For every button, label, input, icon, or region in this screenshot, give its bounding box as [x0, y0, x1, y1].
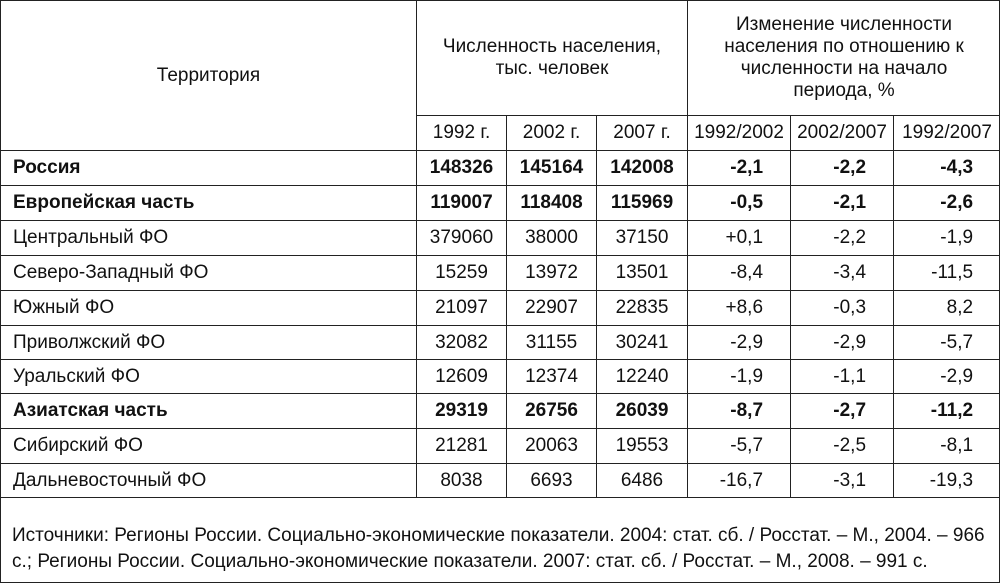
change-2002-2007-cell: -0,3: [791, 291, 894, 326]
change-1992-2007-cell: -19,3: [894, 464, 1000, 498]
change-2002-2007-cell: -3,1: [791, 464, 894, 498]
population-2002-cell: 145164: [507, 151, 597, 186]
change-1992-2002-cell: -2,9: [688, 326, 791, 360]
population-2007-cell: 30241: [597, 326, 688, 360]
change-1992-2007-cell: 8,2: [894, 291, 1000, 326]
change-1992-2002-cell: +0,1: [688, 221, 791, 256]
population-1992-cell: 32082: [417, 326, 507, 360]
table-body: [1, 151, 1000, 498]
population-header: Численность населения, тыс. человек: [417, 1, 688, 116]
territory-cell: Азиатская часть: [1, 394, 417, 429]
population-1992-cell: 8038: [417, 464, 507, 498]
population-2002-cell: 118408: [507, 186, 597, 221]
change-1992-2007-cell: -4,3: [894, 151, 1000, 186]
change-1992-2002-cell: -1,9: [688, 360, 791, 394]
population-1992-cell: 12609: [417, 360, 507, 394]
population-2002-cell: 6693: [507, 464, 597, 498]
territory-cell: Приволжский ФО: [1, 326, 417, 360]
change-2002-2007-cell: -2,9: [791, 326, 894, 360]
population-1992-cell: 119007: [417, 186, 507, 221]
population-2007-cell: 142008: [597, 151, 688, 186]
table-row: [1, 326, 1000, 360]
year-header: 2007 г.: [597, 116, 688, 151]
source-note: Источники: Регионы России. Социально-экономические показатели. 2004: стат. сб. / Росстат. – М., 2004. – 966 с.; Регионы России. Социально-экономические показатели. 2007: стат. сб. / Росстат. – М., 2008. – 991 с.: [12, 525, 985, 572]
change-1992-2007-cell: -2,9: [894, 360, 1000, 394]
year-header: 2002 г.: [507, 116, 597, 151]
year-header: 1992 г.: [417, 116, 507, 151]
change-1992-2002-cell: +8,6: [688, 291, 791, 326]
population-2007-cell: 115969: [597, 186, 688, 221]
territory-cell: Уральский ФО: [1, 360, 417, 394]
population-2007-cell: 13501: [597, 256, 688, 291]
table-row: [1, 429, 1000, 464]
change-1992-2007-cell: -8,1: [894, 429, 1000, 464]
population-2002-cell: 31155: [507, 326, 597, 360]
change-2002-2007-cell: -2,7: [791, 394, 894, 429]
change-1992-2002-cell: -5,7: [688, 429, 791, 464]
change-1992-2002-cell: -0,5: [688, 186, 791, 221]
territory-header: Территория: [1, 1, 417, 151]
territory-cell: Центральный ФО: [1, 221, 417, 256]
population-2002-cell: 22907: [507, 291, 597, 326]
population-2002-cell: 13972: [507, 256, 597, 291]
population-2007-cell: 12240: [597, 360, 688, 394]
period-header: 1992/2002: [688, 116, 791, 151]
change-1992-2007-cell: -11,5: [894, 256, 1000, 291]
territory-cell: Северо-Западный ФО: [1, 256, 417, 291]
territory-cell: Дальневосточный ФО: [1, 464, 417, 498]
population-2002-cell: 20063: [507, 429, 597, 464]
period-header: 2002/2007: [791, 116, 894, 151]
population-2007-cell: 37150: [597, 221, 688, 256]
population-2007-cell: 19553: [597, 429, 688, 464]
table-row: [1, 151, 1000, 186]
change-2002-2007-cell: -2,2: [791, 151, 894, 186]
change-2002-2007-cell: -1,1: [791, 360, 894, 394]
population-1992-cell: 15259: [417, 256, 507, 291]
table-row: [1, 464, 1000, 498]
change-1992-2002-cell: -2,1: [688, 151, 791, 186]
territory-cell: Европейская часть: [1, 186, 417, 221]
population-1992-cell: 379060: [417, 221, 507, 256]
change-1992-2007-cell: -5,7: [894, 326, 1000, 360]
period-header: 1992/2007: [894, 116, 1000, 151]
population-1992-cell: 21281: [417, 429, 507, 464]
population-1992-cell: 21097: [417, 291, 507, 326]
table-row: [1, 360, 1000, 394]
population-2007-cell: 22835: [597, 291, 688, 326]
change-2002-2007-cell: -3,4: [791, 256, 894, 291]
change-1992-2002-cell: -8,7: [688, 394, 791, 429]
table-row: [1, 291, 1000, 326]
change-2002-2007-cell: -2,5: [791, 429, 894, 464]
population-2002-cell: 38000: [507, 221, 597, 256]
population-2002-cell: 26756: [507, 394, 597, 429]
change-1992-2007-cell: -11,2: [894, 394, 1000, 429]
population-2007-cell: 26039: [597, 394, 688, 429]
change-1992-2007-cell: -2,6: [894, 186, 1000, 221]
change-2002-2007-cell: -2,1: [791, 186, 894, 221]
change-1992-2007-cell: -1,9: [894, 221, 1000, 256]
territory-cell: Сибирский ФО: [1, 429, 417, 464]
change-1992-2002-cell: -16,7: [688, 464, 791, 498]
change-1992-2002-cell: -8,4: [688, 256, 791, 291]
territory-cell: Южный ФО: [1, 291, 417, 326]
territory-cell: Россия: [1, 151, 417, 186]
table-row: [1, 221, 1000, 256]
change-2002-2007-cell: -2,2: [791, 221, 894, 256]
population-1992-cell: 29319: [417, 394, 507, 429]
header-row: [1, 1, 1000, 116]
population-2007-cell: 6486: [597, 464, 688, 498]
population-2002-cell: 12374: [507, 360, 597, 394]
population-1992-cell: 148326: [417, 151, 507, 186]
table-row: [1, 186, 1000, 221]
table-row: [1, 256, 1000, 291]
change-header: Изменение численности населения по отношению к численности на начало периода, %: [688, 1, 1000, 116]
table-row: [1, 394, 1000, 429]
